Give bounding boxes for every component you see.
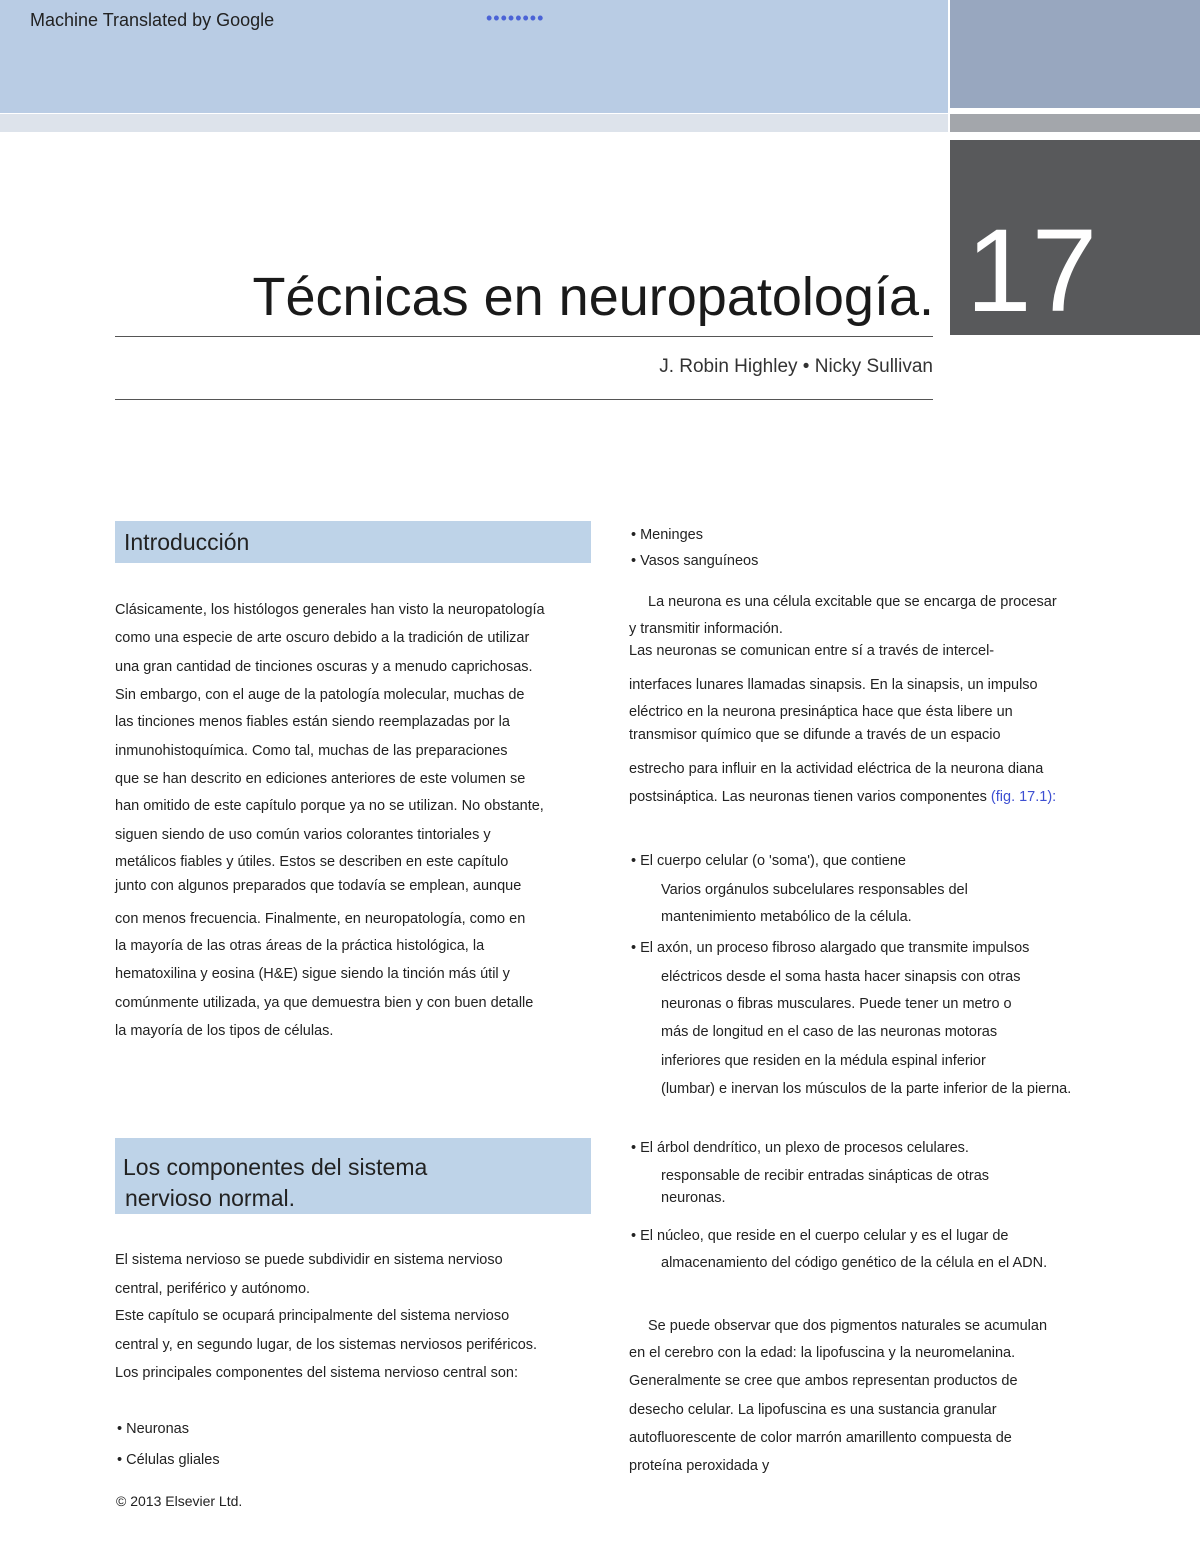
chapter-title: Técnicas en neuropatología. — [252, 267, 934, 327]
list-item: • El núcleo, que reside en el cuerpo celular y es el lugar de — [631, 1228, 1009, 1244]
machine-translated-label: Machine Translated by Google — [30, 10, 275, 30]
text-line: desecho celular. La lipofuscina es una sustancia granular — [629, 1402, 997, 1418]
text-line: las tinciones menos fiables están siendo reemplazadas por la — [115, 714, 510, 730]
header-thin-band-side — [950, 114, 1200, 132]
header-thin-band — [0, 114, 948, 132]
section-heading-introduccion: Introducción — [115, 521, 591, 563]
list-item-continuation: (lumbar) e inervan los músculos de la parte inferior de la pierna. — [661, 1081, 1072, 1097]
text-line: interfaces lunares llamadas sinapsis. En la sinapsis, un impulso — [629, 677, 1038, 693]
text-line: Generalmente se cree que ambos representan productos de — [629, 1373, 1018, 1389]
text-line: que se han descrito en ediciones anteriores de este volumen se — [115, 771, 526, 787]
title-rule — [115, 336, 933, 337]
list-item-continuation: responsable de recibir entradas sinápticas de otras — [661, 1168, 990, 1184]
text-line: eléctrico en la neurona presináptica hace que ésta libere un — [629, 704, 1013, 720]
authors-rule — [115, 399, 933, 400]
text-line: El sistema nervioso se puede subdividir en sistema nervioso — [115, 1252, 503, 1268]
list-item: • Meninges — [631, 527, 703, 543]
text-line: comúnmente utilizada, ya que demuestra bien y con buen detalle — [115, 995, 534, 1011]
list-item: • Neuronas — [117, 1421, 189, 1437]
text-line: transmisor químico que se difunde a través de un espacio — [629, 727, 1001, 743]
text-line: como una especie de arte oscuro debido a la tradición de utilizar — [115, 630, 530, 646]
text-line: la mayoría de los tipos de células. — [115, 1023, 334, 1039]
list-item-continuation: Varios orgánulos subcelulares responsables del — [661, 882, 968, 898]
text-line: y transmitir información. — [629, 621, 783, 637]
list-item-continuation: eléctricos desde el soma hasta hacer sinapsis con otras — [661, 969, 1021, 985]
text-line: estrecho para influir en la actividad eléctrica de la neurona diana — [629, 761, 1044, 777]
copyright: © 2013 Elsevier Ltd. — [116, 1493, 243, 1509]
list-item-continuation: mantenimiento metabólico de la célula. — [661, 909, 912, 925]
list-item: • El cuerpo celular (o 'soma'), que contiene — [631, 853, 906, 869]
list-item-continuation: neuronas o fibras musculares. Puede tener un metro o — [661, 996, 1012, 1012]
text-line: proteína peroxidada y — [629, 1458, 770, 1474]
text-line: Sin embargo, con el auge de la patología molecular, muchas de — [115, 687, 525, 703]
header-band-side — [950, 0, 1200, 108]
text-line: la mayoría de las otras áreas de la práctica histológica, la — [115, 938, 485, 954]
text-line: Los principales componentes del sistema nervioso central son: — [115, 1365, 518, 1381]
text-line: con menos frecuencia. Finalmente, en neuropatología, como en — [115, 911, 526, 927]
text-line: en el cerebro con la edad: la lipofuscina y la neuromelanina. — [629, 1345, 1016, 1361]
list-item: • Vasos sanguíneos — [631, 553, 759, 569]
text-segment: postsináptica. Las neuronas tienen varios componentes — [629, 789, 991, 805]
heading-line: nervioso normal. — [125, 1185, 296, 1211]
translation-dots[interactable]: •••••••• — [486, 8, 545, 28]
text-line: Se puede observar que dos pigmentos naturales se acumulan — [648, 1318, 1048, 1334]
text-line: hematoxilina y eosina (H&E) sigue siendo la tinción más útil y — [115, 966, 510, 982]
list-item: • El axón, un proceso fibroso alargado que transmite impulsos — [631, 940, 1030, 956]
heading-line: Los componentes del sistema — [123, 1154, 428, 1180]
text-line: inmunohistoquímica. Como tal, muchas de las preparaciones — [115, 743, 508, 759]
text-line: central, periférico y autónomo. — [115, 1281, 311, 1297]
list-item-continuation: neuronas. — [661, 1190, 726, 1206]
text-line: metálicos fiables y útiles. Estos se describen en este capítulo — [115, 854, 509, 870]
text-line: junto con algunos preparados que todavía se emplean, aunque — [115, 878, 522, 894]
list-item: • Células gliales — [117, 1452, 220, 1468]
text-line: Este capítulo se ocupará principalmente del sistema nervioso — [115, 1308, 510, 1324]
text-line: La neurona es una célula excitable que se encarga de procesar — [648, 594, 1057, 610]
chapter-authors: J. Robin Highley • Nicky Sullivan — [659, 356, 933, 377]
text-line: Las neuronas se comunican entre sí a través de intercel- — [629, 643, 995, 659]
list-item-continuation: inferiores que residen en la médula espinal inferior — [661, 1053, 986, 1069]
text-line: central y, en segundo lugar, de los sistemas nerviosos periféricos. — [115, 1337, 538, 1353]
list-item-continuation: almacenamiento del código genético de la célula en el ADN. — [661, 1255, 1048, 1271]
text-line: siguen siendo de uso común varios colorantes tintoriales y — [115, 827, 491, 843]
text-line: han omitido de este capítulo porque ya no se utilizan. No obstante, — [115, 798, 544, 814]
text-line: una gran cantidad de tinciones oscuras y a menudo caprichosas. — [115, 659, 533, 675]
text-line: Clásicamente, los histólogos generales han visto la neuropatología — [115, 602, 545, 618]
chapter-number: 17 — [966, 205, 1098, 337]
section-heading-componentes — [115, 1138, 591, 1214]
text-line — [629, 788, 1056, 806]
figure-reference-link[interactable]: (fig. 17.1): — [990, 789, 1057, 805]
list-item-continuation: más de longitud en el caso de las neuronas motoras — [661, 1024, 998, 1040]
list-item: • El árbol dendrítico, un plexo de procesos celulares. — [631, 1140, 969, 1156]
text-line: autofluorescente de color marrón amarillento compuesta de — [629, 1430, 1012, 1446]
